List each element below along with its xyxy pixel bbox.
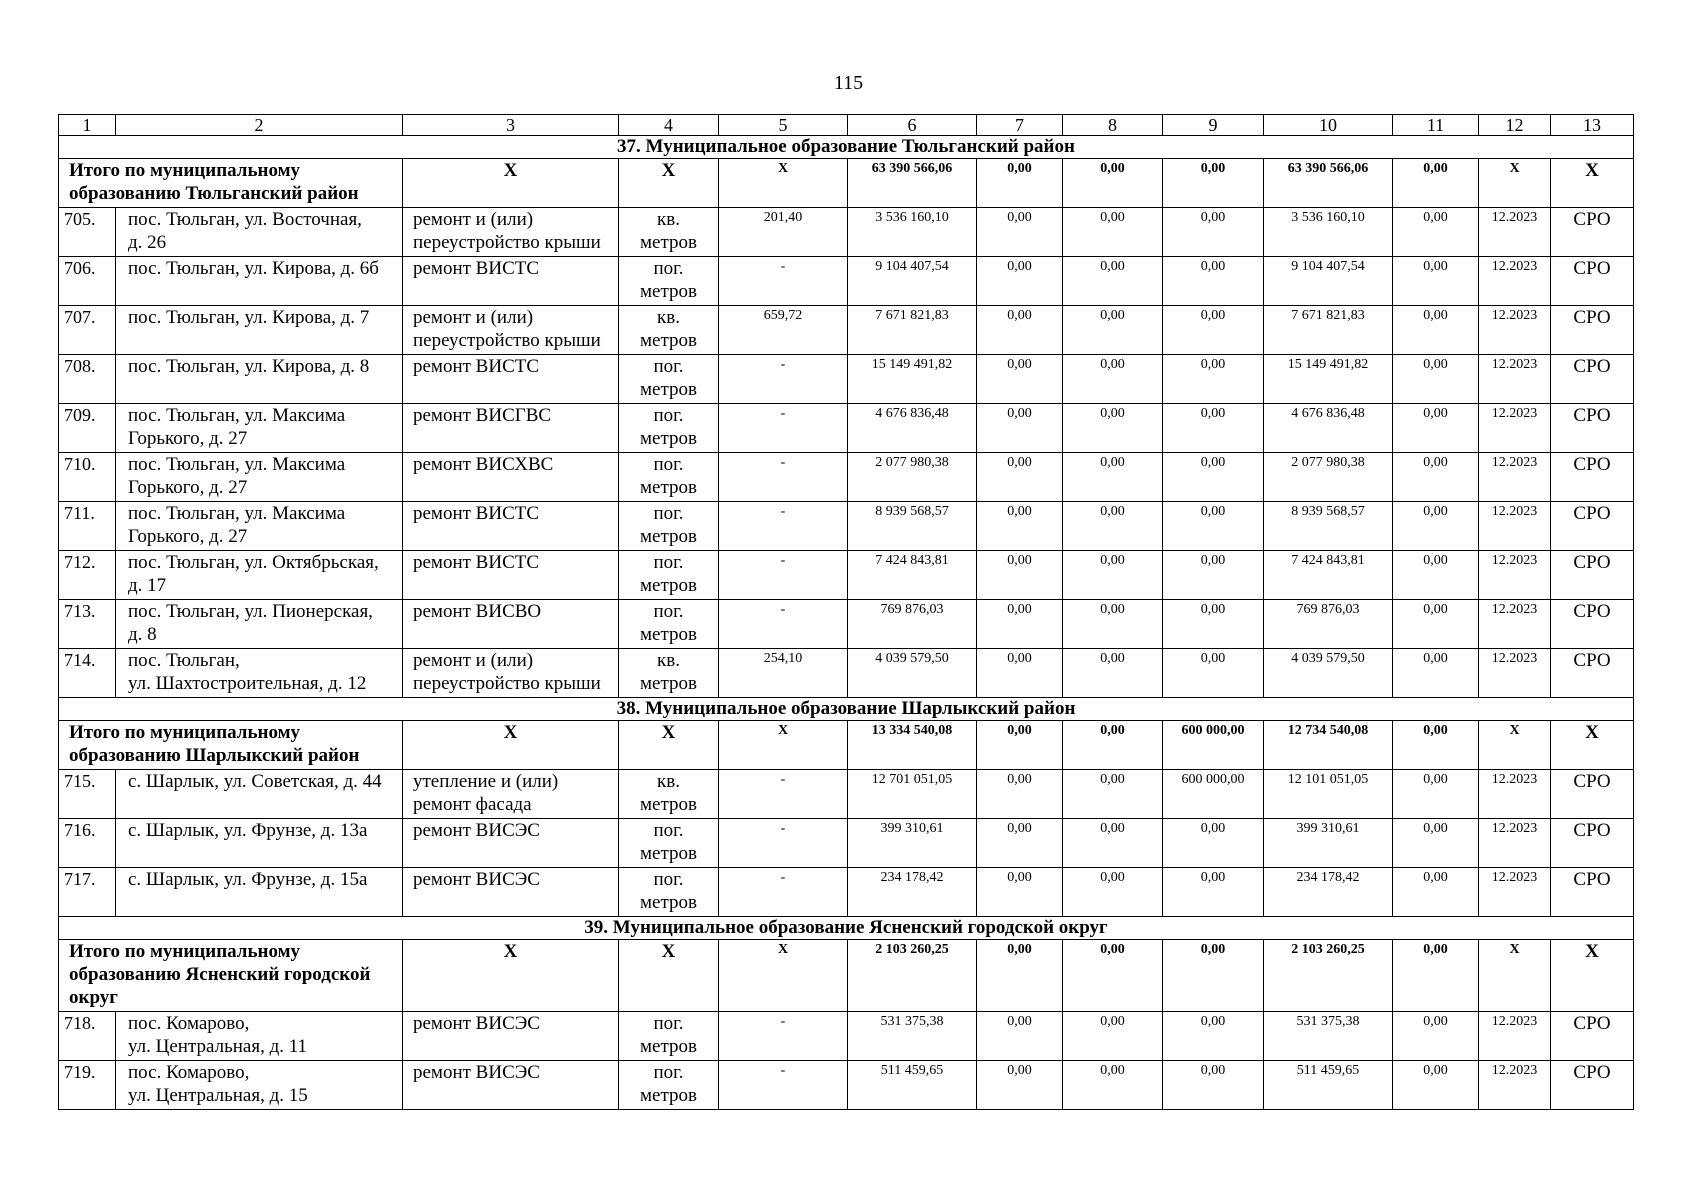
column-number-row xyxy=(59,115,1634,136)
total-col11: 0,00 xyxy=(1393,940,1479,1012)
method-cell: СРО xyxy=(1551,770,1634,819)
total-col10: 2 103 260,25 xyxy=(1264,940,1393,1012)
volume-cell: - xyxy=(719,404,848,453)
page-number: 115 xyxy=(833,72,864,94)
col11-cell: 0,00 xyxy=(1393,355,1479,404)
col11-cell: 0,00 xyxy=(1393,600,1479,649)
col7-cell: 0,00 xyxy=(977,355,1063,404)
work-type-cell: ремонт ВИСЭС xyxy=(403,868,619,917)
volume-cell: - xyxy=(719,355,848,404)
cost-cell: 399 310,61 xyxy=(848,819,977,868)
row-number: 713. xyxy=(59,600,116,649)
total-cost: 13 334 540,08 xyxy=(848,721,977,770)
row-number: 716. xyxy=(59,819,116,868)
section-total-row xyxy=(59,721,1634,770)
cost-cell: 3 536 160,10 xyxy=(848,208,977,257)
deadline-cell: 12.2023 xyxy=(1479,453,1551,502)
row-number: 707. xyxy=(59,306,116,355)
address-cell: с. Шарлык, ул. Советская, д. 44 xyxy=(116,770,403,819)
total-work-type: Х xyxy=(403,721,619,770)
total-col7: 0,00 xyxy=(977,940,1063,1012)
total-col10: 12 734 540,08 xyxy=(1264,721,1393,770)
col8-cell: 0,00 xyxy=(1063,355,1163,404)
volume-cell: - xyxy=(719,502,848,551)
col11-cell: 0,00 xyxy=(1393,551,1479,600)
unit-cell: пог. метров xyxy=(619,551,719,600)
col7-cell: 0,00 xyxy=(977,1012,1063,1061)
col9-cell: 0,00 xyxy=(1163,502,1264,551)
total-col10: 63 390 566,06 xyxy=(1264,159,1393,208)
cost-cell: 531 375,38 xyxy=(848,1012,977,1061)
address-cell: пос. Тюльган, ул. Максима Горького, д. 27 xyxy=(116,502,403,551)
total-deadline: Х xyxy=(1479,721,1551,770)
col9-cell: 0,00 xyxy=(1163,819,1264,868)
work-type-cell: ремонт ВИСЭС xyxy=(403,819,619,868)
col7-cell: 0,00 xyxy=(977,208,1063,257)
col7-cell: 0,00 xyxy=(977,404,1063,453)
col9-cell: 0,00 xyxy=(1163,649,1264,698)
address-cell: пос. Тюльган, ул. Максима Горького, д. 27 xyxy=(116,453,403,502)
work-type-cell: ремонт и (или) переустройство крыши xyxy=(403,306,619,355)
total-col9: 0,00 xyxy=(1163,159,1264,208)
total-col7: 0,00 xyxy=(977,159,1063,208)
column-number: 9 xyxy=(1163,115,1264,136)
unit-cell: пог. метров xyxy=(619,355,719,404)
col11-cell: 0,00 xyxy=(1393,404,1479,453)
total-deadline: Х xyxy=(1479,940,1551,1012)
unit-cell: пог. метров xyxy=(619,502,719,551)
col8-cell: 0,00 xyxy=(1063,453,1163,502)
deadline-cell: 12.2023 xyxy=(1479,208,1551,257)
cost-cell: 4 039 579,50 xyxy=(848,649,977,698)
column-number: 3 xyxy=(403,115,619,136)
address-cell: пос. Тюльган, ул. Пионерская, д. 8 xyxy=(116,600,403,649)
unit-cell: пог. метров xyxy=(619,404,719,453)
col10-cell: 15 149 491,82 xyxy=(1264,355,1393,404)
volume-cell: - xyxy=(719,1061,848,1110)
cost-cell: 4 676 836,48 xyxy=(848,404,977,453)
section-header-row xyxy=(59,698,1634,721)
cost-cell: 8 939 568,57 xyxy=(848,502,977,551)
column-number: 4 xyxy=(619,115,719,136)
total-cost: 63 390 566,06 xyxy=(848,159,977,208)
work-type-cell: ремонт ВИСТС xyxy=(403,355,619,404)
row-number: 719. xyxy=(59,1061,116,1110)
col10-cell: 9 104 407,54 xyxy=(1264,257,1393,306)
row-number: 718. xyxy=(59,1012,116,1061)
col7-cell: 0,00 xyxy=(977,257,1063,306)
address-cell: пос. Тюльган, ул. Шахтостроительная, д. 12 xyxy=(116,649,403,698)
col9-cell: 0,00 xyxy=(1163,306,1264,355)
row-number: 709. xyxy=(59,404,116,453)
deadline-cell: 12.2023 xyxy=(1479,1061,1551,1110)
total-col8: 0,00 xyxy=(1063,940,1163,1012)
column-number: 2 xyxy=(116,115,403,136)
method-cell: СРО xyxy=(1551,502,1634,551)
work-type-cell: ремонт ВИСТС xyxy=(403,502,619,551)
volume-cell: - xyxy=(719,868,848,917)
total-volume: Х xyxy=(719,721,848,770)
total-work-type: Х xyxy=(403,159,619,208)
total-col11: 0,00 xyxy=(1393,721,1479,770)
col8-cell: 0,00 xyxy=(1063,208,1163,257)
col8-cell: 0,00 xyxy=(1063,1012,1163,1061)
col8-cell: 0,00 xyxy=(1063,770,1163,819)
col7-cell: 0,00 xyxy=(977,819,1063,868)
total-volume: Х xyxy=(719,159,848,208)
section-total-row xyxy=(59,940,1634,1012)
unit-cell: пог. метров xyxy=(619,868,719,917)
col11-cell: 0,00 xyxy=(1393,868,1479,917)
col7-cell: 0,00 xyxy=(977,453,1063,502)
total-method: Х xyxy=(1551,721,1634,770)
work-type-cell: ремонт и (или) переустройство крыши xyxy=(403,649,619,698)
method-cell: СРО xyxy=(1551,868,1634,917)
col10-cell: 511 459,65 xyxy=(1264,1061,1393,1110)
col10-cell: 12 101 051,05 xyxy=(1264,770,1393,819)
cost-cell: 769 876,03 xyxy=(848,600,977,649)
method-cell: СРО xyxy=(1551,355,1634,404)
work-type-cell: ремонт и (или) переустройство крыши xyxy=(403,208,619,257)
col9-cell: 0,00 xyxy=(1163,355,1264,404)
unit-cell: кв. метров xyxy=(619,306,719,355)
total-work-type: Х xyxy=(403,940,619,1012)
method-cell: СРО xyxy=(1551,1061,1634,1110)
col8-cell: 0,00 xyxy=(1063,819,1163,868)
method-cell: СРО xyxy=(1551,1012,1634,1061)
method-cell: СРО xyxy=(1551,404,1634,453)
col8-cell: 0,00 xyxy=(1063,551,1163,600)
row-number: 717. xyxy=(59,868,116,917)
table-row xyxy=(59,1061,1634,1110)
volume-cell: 659,72 xyxy=(719,306,848,355)
col11-cell: 0,00 xyxy=(1393,453,1479,502)
col9-cell: 0,00 xyxy=(1163,257,1264,306)
col11-cell: 0,00 xyxy=(1393,649,1479,698)
work-type-cell: ремонт ВИСТС xyxy=(403,257,619,306)
col8-cell: 0,00 xyxy=(1063,404,1163,453)
table-row xyxy=(59,649,1634,698)
table-row xyxy=(59,208,1634,257)
col10-cell: 531 375,38 xyxy=(1264,1012,1393,1061)
address-cell: пос. Комарово, ул. Центральная, д. 11 xyxy=(116,1012,403,1061)
col8-cell: 0,00 xyxy=(1063,1061,1163,1110)
cost-cell: 12 701 051,05 xyxy=(848,770,977,819)
col7-cell: 0,00 xyxy=(977,1061,1063,1110)
address-cell: пос. Тюльган, ул. Кирова, д. 6б xyxy=(116,257,403,306)
column-number: 12 xyxy=(1479,115,1551,136)
section-header-row xyxy=(59,136,1634,159)
method-cell: СРО xyxy=(1551,551,1634,600)
total-deadline: Х xyxy=(1479,159,1551,208)
method-cell: СРО xyxy=(1551,257,1634,306)
unit-cell: пог. метров xyxy=(619,453,719,502)
row-number: 710. xyxy=(59,453,116,502)
col10-cell: 234 178,42 xyxy=(1264,868,1393,917)
repair-program-table xyxy=(58,114,1634,1110)
column-number: 8 xyxy=(1063,115,1163,136)
total-unit: Х xyxy=(619,159,719,208)
col9-cell: 0,00 xyxy=(1163,208,1264,257)
col8-cell: 0,00 xyxy=(1063,502,1163,551)
deadline-cell: 12.2023 xyxy=(1479,551,1551,600)
column-number: 11 xyxy=(1393,115,1479,136)
address-cell: пос. Тюльган, ул. Максима Горького, д. 27 xyxy=(116,404,403,453)
method-cell: СРО xyxy=(1551,819,1634,868)
deadline-cell: 12.2023 xyxy=(1479,355,1551,404)
total-col9: 600 000,00 xyxy=(1163,721,1264,770)
volume-cell: 254,10 xyxy=(719,649,848,698)
col11-cell: 0,00 xyxy=(1393,208,1479,257)
volume-cell: - xyxy=(719,819,848,868)
row-number: 705. xyxy=(59,208,116,257)
address-cell: пос. Тюльган, ул. Кирова, д. 7 xyxy=(116,306,403,355)
column-number: 7 xyxy=(977,115,1063,136)
total-unit: Х xyxy=(619,721,719,770)
col9-cell: 0,00 xyxy=(1163,1061,1264,1110)
cost-cell: 7 424 843,81 xyxy=(848,551,977,600)
method-cell: СРО xyxy=(1551,453,1634,502)
col8-cell: 0,00 xyxy=(1063,306,1163,355)
deadline-cell: 12.2023 xyxy=(1479,868,1551,917)
work-type-cell: ремонт ВИСЭС xyxy=(403,1061,619,1110)
row-number: 712. xyxy=(59,551,116,600)
col7-cell: 0,00 xyxy=(977,306,1063,355)
table-row xyxy=(59,770,1634,819)
deadline-cell: 12.2023 xyxy=(1479,819,1551,868)
col10-cell: 4 039 579,50 xyxy=(1264,649,1393,698)
volume-cell: - xyxy=(719,551,848,600)
address-cell: с. Шарлык, ул. Фрунзе, д. 15а xyxy=(116,868,403,917)
col8-cell: 0,00 xyxy=(1063,649,1163,698)
total-label: Итого по муниципальному образованию Тюльганский район xyxy=(59,159,403,208)
col9-cell: 600 000,00 xyxy=(1163,770,1264,819)
section-header-row xyxy=(59,917,1634,940)
cost-cell: 234 178,42 xyxy=(848,868,977,917)
unit-cell: пог. метров xyxy=(619,600,719,649)
total-volume: Х xyxy=(719,940,848,1012)
cost-cell: 9 104 407,54 xyxy=(848,257,977,306)
col8-cell: 0,00 xyxy=(1063,600,1163,649)
deadline-cell: 12.2023 xyxy=(1479,600,1551,649)
cost-cell: 511 459,65 xyxy=(848,1061,977,1110)
cost-cell: 15 149 491,82 xyxy=(848,355,977,404)
unit-cell: кв. метров xyxy=(619,208,719,257)
table-row xyxy=(59,404,1634,453)
col10-cell: 8 939 568,57 xyxy=(1264,502,1393,551)
unit-cell: пог. метров xyxy=(619,1061,719,1110)
column-number: 5 xyxy=(719,115,848,136)
col7-cell: 0,00 xyxy=(977,502,1063,551)
work-type-cell: ремонт ВИСГВС xyxy=(403,404,619,453)
col10-cell: 399 310,61 xyxy=(1264,819,1393,868)
col10-cell: 7 671 821,83 xyxy=(1264,306,1393,355)
unit-cell: пог. метров xyxy=(619,257,719,306)
volume-cell: - xyxy=(719,453,848,502)
unit-cell: кв. метров xyxy=(619,649,719,698)
row-number: 714. xyxy=(59,649,116,698)
cost-cell: 7 671 821,83 xyxy=(848,306,977,355)
method-cell: СРО xyxy=(1551,208,1634,257)
deadline-cell: 12.2023 xyxy=(1479,649,1551,698)
volume-cell: - xyxy=(719,600,848,649)
total-col9: 0,00 xyxy=(1163,940,1264,1012)
address-cell: пос. Тюльган, ул. Кирова, д. 8 xyxy=(116,355,403,404)
col11-cell: 0,00 xyxy=(1393,819,1479,868)
deadline-cell: 12.2023 xyxy=(1479,257,1551,306)
work-type-cell: ремонт ВИСВО xyxy=(403,600,619,649)
work-type-cell: ремонт ВИСТС xyxy=(403,551,619,600)
col8-cell: 0,00 xyxy=(1063,257,1163,306)
col9-cell: 0,00 xyxy=(1163,868,1264,917)
unit-cell: кв. метров xyxy=(619,770,719,819)
col10-cell: 3 536 160,10 xyxy=(1264,208,1393,257)
method-cell: СРО xyxy=(1551,600,1634,649)
volume-cell: 201,40 xyxy=(719,208,848,257)
work-type-cell: ремонт ВИСХВС xyxy=(403,453,619,502)
col8-cell: 0,00 xyxy=(1063,868,1163,917)
row-number: 708. xyxy=(59,355,116,404)
deadline-cell: 12.2023 xyxy=(1479,770,1551,819)
volume-cell: - xyxy=(719,1012,848,1061)
total-method: Х xyxy=(1551,940,1634,1012)
col9-cell: 0,00 xyxy=(1163,404,1264,453)
total-col11: 0,00 xyxy=(1393,159,1479,208)
col11-cell: 0,00 xyxy=(1393,1012,1479,1061)
col7-cell: 0,00 xyxy=(977,770,1063,819)
table-row xyxy=(59,1012,1634,1061)
row-number: 706. xyxy=(59,257,116,306)
total-label: Итого по муниципальному образованию Ясненский городской округ xyxy=(59,940,403,1012)
deadline-cell: 12.2023 xyxy=(1479,404,1551,453)
work-type-cell: утепление и (или) ремонт фасада xyxy=(403,770,619,819)
total-unit: Х xyxy=(619,940,719,1012)
col7-cell: 0,00 xyxy=(977,600,1063,649)
col11-cell: 0,00 xyxy=(1393,770,1479,819)
row-number: 711. xyxy=(59,502,116,551)
method-cell: СРО xyxy=(1551,649,1634,698)
table-row xyxy=(59,306,1634,355)
col9-cell: 0,00 xyxy=(1163,600,1264,649)
col11-cell: 0,00 xyxy=(1393,502,1479,551)
col9-cell: 0,00 xyxy=(1163,1012,1264,1061)
volume-cell: - xyxy=(719,257,848,306)
unit-cell: пог. метров xyxy=(619,1012,719,1061)
section-title: 39. Муниципальное образование Ясненский городской округ xyxy=(59,917,1634,940)
total-label: Итого по муниципальному образованию Шарлыкский район xyxy=(59,721,403,770)
total-col8: 0,00 xyxy=(1063,159,1163,208)
col11-cell: 0,00 xyxy=(1393,257,1479,306)
table-row xyxy=(59,868,1634,917)
deadline-cell: 12.2023 xyxy=(1479,502,1551,551)
total-col8: 0,00 xyxy=(1063,721,1163,770)
col10-cell: 2 077 980,38 xyxy=(1264,453,1393,502)
col7-cell: 0,00 xyxy=(977,868,1063,917)
table-row xyxy=(59,502,1634,551)
table-body xyxy=(59,115,1634,1110)
col9-cell: 0,00 xyxy=(1163,551,1264,600)
table-row xyxy=(59,453,1634,502)
address-cell: с. Шарлык, ул. Фрунзе, д. 13а xyxy=(116,819,403,868)
col10-cell: 7 424 843,81 xyxy=(1264,551,1393,600)
address-cell: пос. Комарово, ул. Центральная, д. 15 xyxy=(116,1061,403,1110)
col7-cell: 0,00 xyxy=(977,551,1063,600)
deadline-cell: 12.2023 xyxy=(1479,306,1551,355)
address-cell: пос. Тюльган, ул. Восточная, д. 26 xyxy=(116,208,403,257)
volume-cell: - xyxy=(719,770,848,819)
col7-cell: 0,00 xyxy=(977,649,1063,698)
total-col7: 0,00 xyxy=(977,721,1063,770)
row-number: 715. xyxy=(59,770,116,819)
col11-cell: 0,00 xyxy=(1393,306,1479,355)
table-row xyxy=(59,355,1634,404)
column-number: 6 xyxy=(848,115,977,136)
column-number: 13 xyxy=(1551,115,1634,136)
col11-cell: 0,00 xyxy=(1393,1061,1479,1110)
column-number: 10 xyxy=(1264,115,1393,136)
work-type-cell: ремонт ВИСЭС xyxy=(403,1012,619,1061)
deadline-cell: 12.2023 xyxy=(1479,1012,1551,1061)
table-row xyxy=(59,551,1634,600)
col10-cell: 4 676 836,48 xyxy=(1264,404,1393,453)
unit-cell: пог. метров xyxy=(619,819,719,868)
col10-cell: 769 876,03 xyxy=(1264,600,1393,649)
table-row xyxy=(59,819,1634,868)
method-cell: СРО xyxy=(1551,306,1634,355)
col9-cell: 0,00 xyxy=(1163,453,1264,502)
total-cost: 2 103 260,25 xyxy=(848,940,977,1012)
column-number: 1 xyxy=(59,115,116,136)
section-title: 38. Муниципальное образование Шарлыкский район xyxy=(59,698,1634,721)
table-row xyxy=(59,257,1634,306)
section-title: 37. Муниципальное образование Тюльганский район xyxy=(59,136,1634,159)
cost-cell: 2 077 980,38 xyxy=(848,453,977,502)
section-total-row xyxy=(59,159,1634,208)
total-method: Х xyxy=(1551,159,1634,208)
table-row xyxy=(59,600,1634,649)
address-cell: пос. Тюльган, ул. Октябрьская, д. 17 xyxy=(116,551,403,600)
